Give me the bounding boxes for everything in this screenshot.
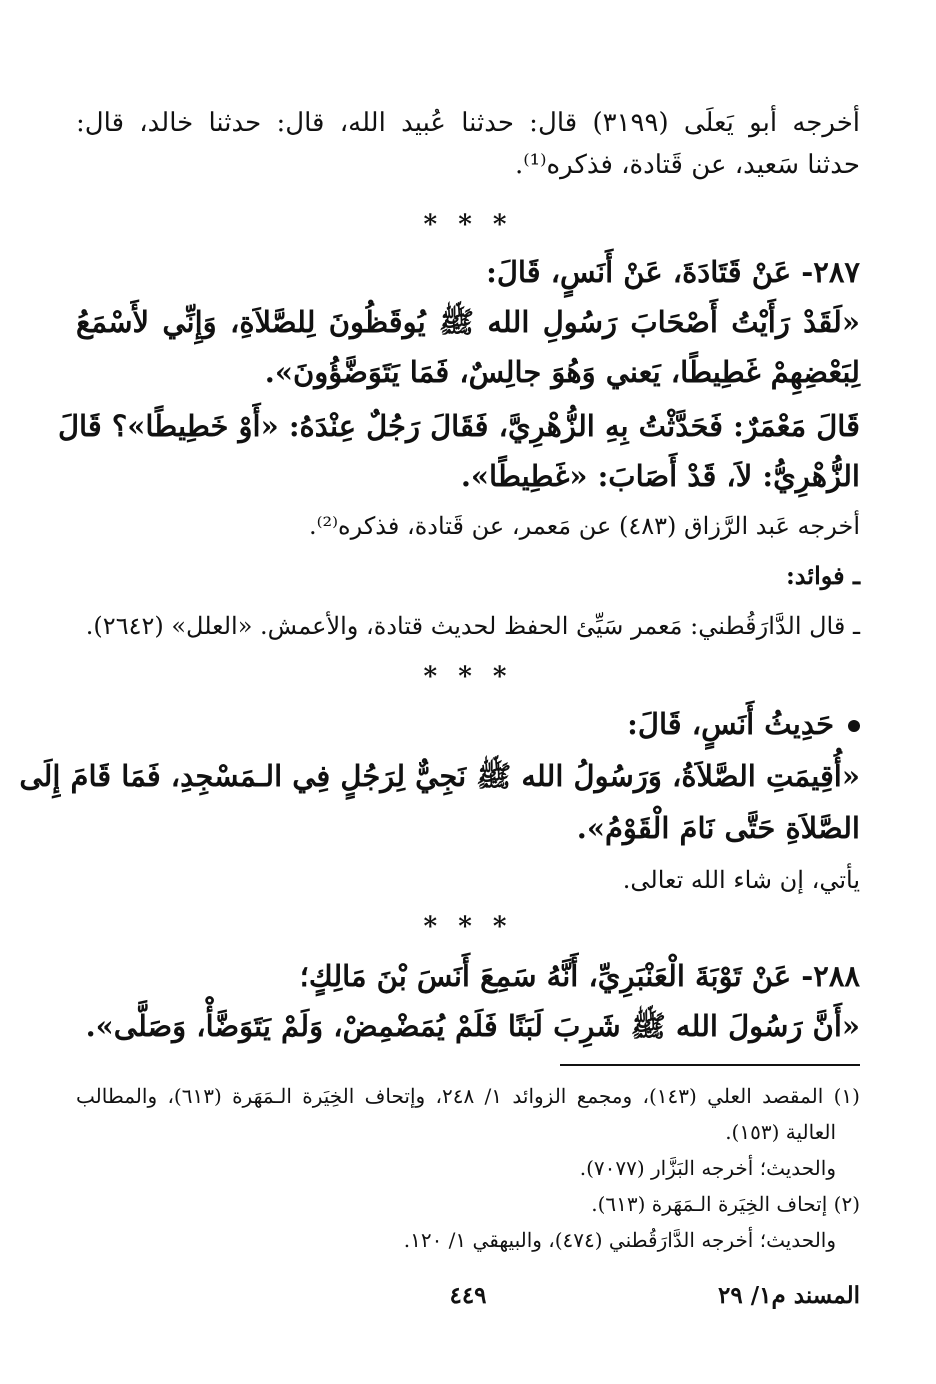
hadith-287-heading: ٢٨٧- عَنْ قَتَادَةَ، عَنْ أَنَسٍ، قَالَ: <box>486 255 860 289</box>
footnote-1-line-1: (١) المقصد العلي (١٤٣)، ومجمع الزوائد ١/ ٢٤٨، وإتحاف الخِيَرة الـمَهَرة (٦١٣)، والمطالب <box>76 1084 860 1108</box>
anas-hadith-text-line-2: الصَّلاَةِ حَتَّى نَامَ الْقَوْمُ». <box>576 811 860 845</box>
hadith-287-source: أخرجه عَبد الرَّزاق (٤٨٣) عن مَعمر، عن قَتادة، فذكره⁽²⁾. <box>308 512 860 540</box>
page-number: ٤٤٩ <box>449 1282 487 1309</box>
separator-stars-3: * * * <box>423 912 513 942</box>
bullet-icon <box>848 720 860 732</box>
anas-hadith-heading-text: حَدِيثُ أَنَسٍ، قَالَ: <box>627 707 834 741</box>
hadith-288-text: «أَنَّ رَسُولَ الله ﷺ شَرِبَ لَبَنًا فَلَمْ يُمَضْمِضْ، وَلَمْ يَتَوَضَّأْ، وَصَلَّى». <box>85 1009 860 1043</box>
benefits-heading: ـ فوائد: <box>785 561 860 590</box>
benefits-text: ـ قال الدَّارَقُطني: مَعمر سَيِّئ الحفظ لحديث قتادة، والأعمش. «العلل» (٢٦٤٢). <box>85 612 860 640</box>
anas-hadith-text-line-1: «أُقِيمَتِ الصَّلاَةُ، وَرَسُولُ الله ﷺ نَجِيٌّ لِرَجُلٍ فِي الـمَسْجِدِ، فَمَا قَامَ إِلَى <box>19 759 860 793</box>
footnote-1-line-3: والحديث؛ أخرجه البَزَّار (٧٠٧٧). <box>579 1156 836 1180</box>
anas-hadith-heading <box>76 707 860 741</box>
hadith-287-text-line-3: قَالَ مَعْمَرٌ: فَحَدَّثْتُ بِهِ الزُّهْرِيَّ، فَقَالَ رَجُلٌ عِنْدَهُ: «أَوْ خَطِيطًا»؟ قَالَ <box>57 409 860 443</box>
source-line-2: حدثنا سَعيد، عن قَتادة، فذكره⁽¹⁾. <box>515 150 860 180</box>
source-line-1: أخرجه أبو يَعلَى (٣١٩٩) قال: حدثنا عُبيد الله، قال: حدثنا خالد، قال: <box>76 108 860 138</box>
footnote-1-line-2: العالية (١٥٣). <box>725 1120 836 1144</box>
footnote-2-line-1: (٢) إتحاف الخِيَرة الـمَهَرة (٦١٣). <box>591 1192 860 1216</box>
running-footer-volume: المسند م١/ ٢٩ <box>718 1282 860 1309</box>
separator-stars-1: * * * <box>423 210 513 240</box>
hadith-287-text-line-2: لِبَعْضِهِمْ غَطِيطًا، يَعني وَهُوَ جالِسٌ، فَمَا يَتَوَضَّؤُونَ». <box>264 355 860 389</box>
footnote-2-line-2: والحديث؛ أخرجه الدَّارَقُطني (٤٧٤)، والبيهقي ١/ ١٢٠. <box>403 1228 836 1252</box>
hadith-288-heading: ٢٨٨- عَنْ تَوْبَةَ الْعَنْبَرِيِّ، أَنَّهُ سَمِعَ أَنَسَ بْنَ مَالِكٍ؛ <box>299 959 860 993</box>
footnote-divider <box>560 1064 860 1066</box>
hadith-287-text-line-4: الزُّهْرِيُّ: لاَ، قَدْ أَصَابَ: «غَطِيطًا». <box>460 459 860 493</box>
separator-stars-2: * * * <box>423 662 513 692</box>
anas-hadith-note: يأتي، إن شاء الله تعالى. <box>622 866 860 894</box>
hadith-287-text-line-1: «لَقَدْ رَأَيْتُ أَصْحَابَ رَسُولِ الله ﷺ يُوقَظُونَ لِلصَّلاَةِ، وَإِنِّي لأَسْمَعُ <box>76 305 860 339</box>
